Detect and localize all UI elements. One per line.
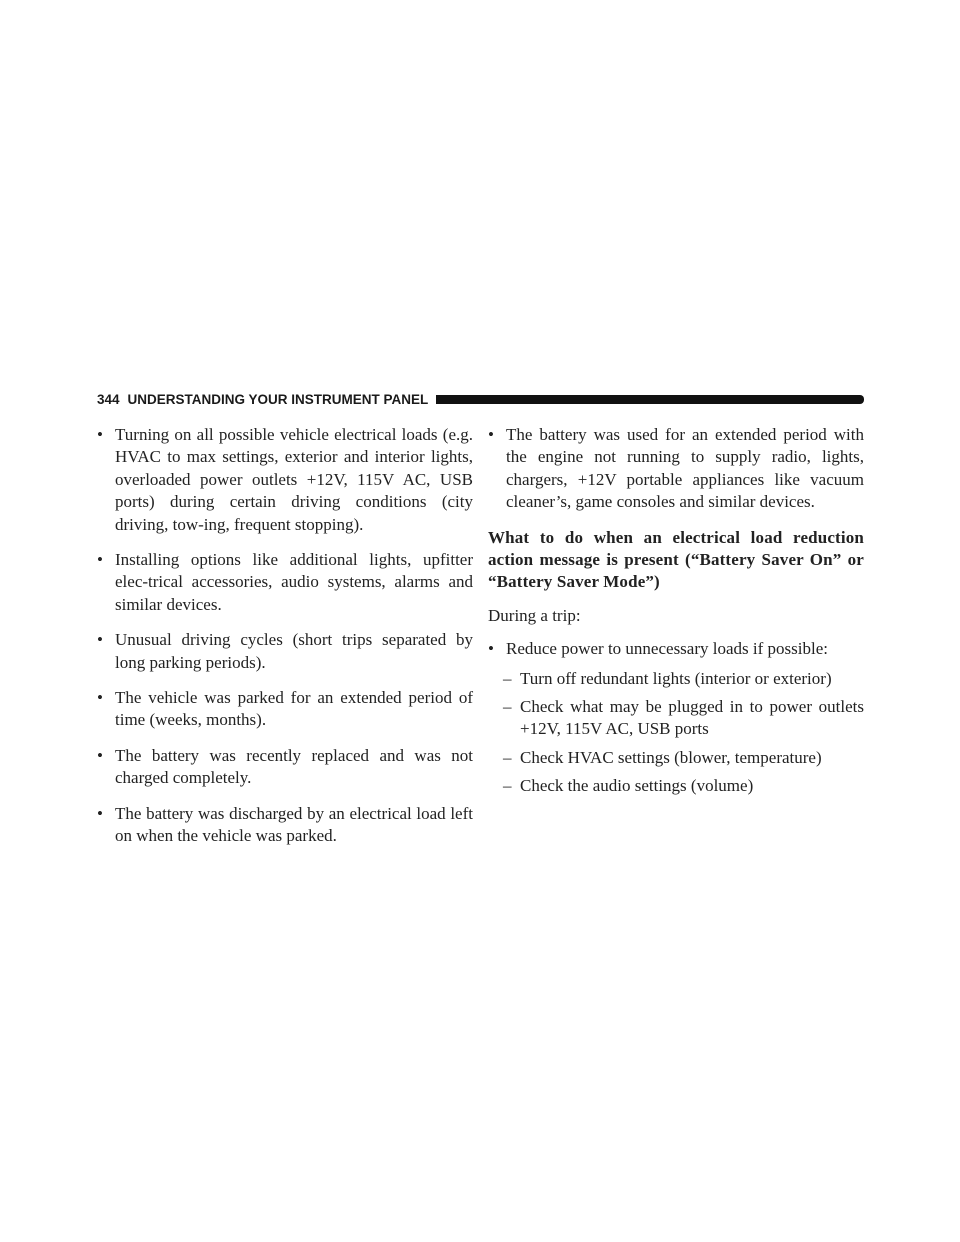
sub-list-item bbox=[488, 747, 864, 769]
list-item bbox=[97, 424, 473, 536]
sub-list-item-text: Check the audio settings (volume) bbox=[520, 776, 754, 796]
dash-icon: – bbox=[503, 747, 512, 767]
list-item bbox=[488, 424, 864, 514]
bullet-icon: • bbox=[97, 425, 103, 444]
section-heading: What to do when an electrical load reduction action message is present (“Battery Saver On” or “Battery Saver Mode”) bbox=[488, 527, 864, 592]
list-item bbox=[97, 629, 473, 674]
intro-paragraph: During a trip: bbox=[488, 605, 581, 625]
bullet-icon: • bbox=[97, 803, 103, 823]
list-item-text: The battery was used for an extended period with the engine not running to supply radio, lights, chargers, +12V portable appliances like vacuum cleaner’s, game consoles and similar devices. bbox=[506, 425, 864, 512]
sub-list-item-text: Check what may be plugged in to power outlets +12V, 115V AC, USB ports bbox=[520, 697, 864, 739]
bullet-icon: • bbox=[97, 745, 103, 765]
list-item bbox=[97, 687, 473, 732]
sub-list bbox=[488, 668, 864, 798]
bullet-icon: • bbox=[97, 550, 103, 570]
list-item bbox=[97, 803, 473, 848]
right-column bbox=[488, 424, 864, 804]
list-item bbox=[488, 638, 864, 660]
bullet-icon: • bbox=[488, 639, 494, 659]
dash-icon: – bbox=[503, 697, 512, 717]
left-column bbox=[97, 424, 473, 861]
list-item-text: Turning on all possible vehicle electrical loads (e.g. HVAC to max settings, exterior and interior lights, overloaded power outlets +12V, 115V AC, USB ports) during certain driving conditions (city driving, tow-ing, frequent stopping). bbox=[115, 425, 473, 534]
sub-list-item-text: Check HVAC settings (blower, temperature) bbox=[520, 747, 822, 767]
page-header bbox=[97, 389, 864, 409]
list-item-text: Reduce power to unnecessary loads if possible: bbox=[506, 639, 828, 659]
bullet-icon: • bbox=[97, 688, 103, 708]
list-item-text: Unusual driving cycles (short trips separated by long parking periods). bbox=[115, 630, 473, 672]
sub-list-item bbox=[488, 696, 864, 741]
list-item-text: The battery was recently replaced and was not charged completely. bbox=[115, 745, 473, 788]
page-number: 344 bbox=[97, 391, 120, 407]
sub-list-item bbox=[488, 668, 864, 690]
list-item bbox=[97, 549, 473, 616]
header-rule bbox=[436, 395, 864, 404]
list-item-text: The battery was discharged by an electrical load left on when the vehicle was parked. bbox=[115, 803, 473, 846]
list-item bbox=[97, 745, 473, 790]
sub-list-item-text: Turn off redundant lights (interior or exterior) bbox=[520, 668, 832, 688]
list-item-text: The vehicle was parked for an extended period of time (weeks, months). bbox=[115, 688, 473, 730]
dash-icon: – bbox=[503, 668, 512, 688]
bullet-icon: • bbox=[488, 425, 494, 444]
section-title: UNDERSTANDING YOUR INSTRUMENT PANEL bbox=[127, 391, 429, 407]
bullet-icon: • bbox=[97, 630, 103, 650]
sub-list-item bbox=[488, 775, 864, 797]
dash-icon: – bbox=[503, 776, 512, 796]
list-item-text: Installing options like additional lights, upfitter elec-trical accessories, audio systems, alarms and similar devices. bbox=[115, 550, 473, 614]
